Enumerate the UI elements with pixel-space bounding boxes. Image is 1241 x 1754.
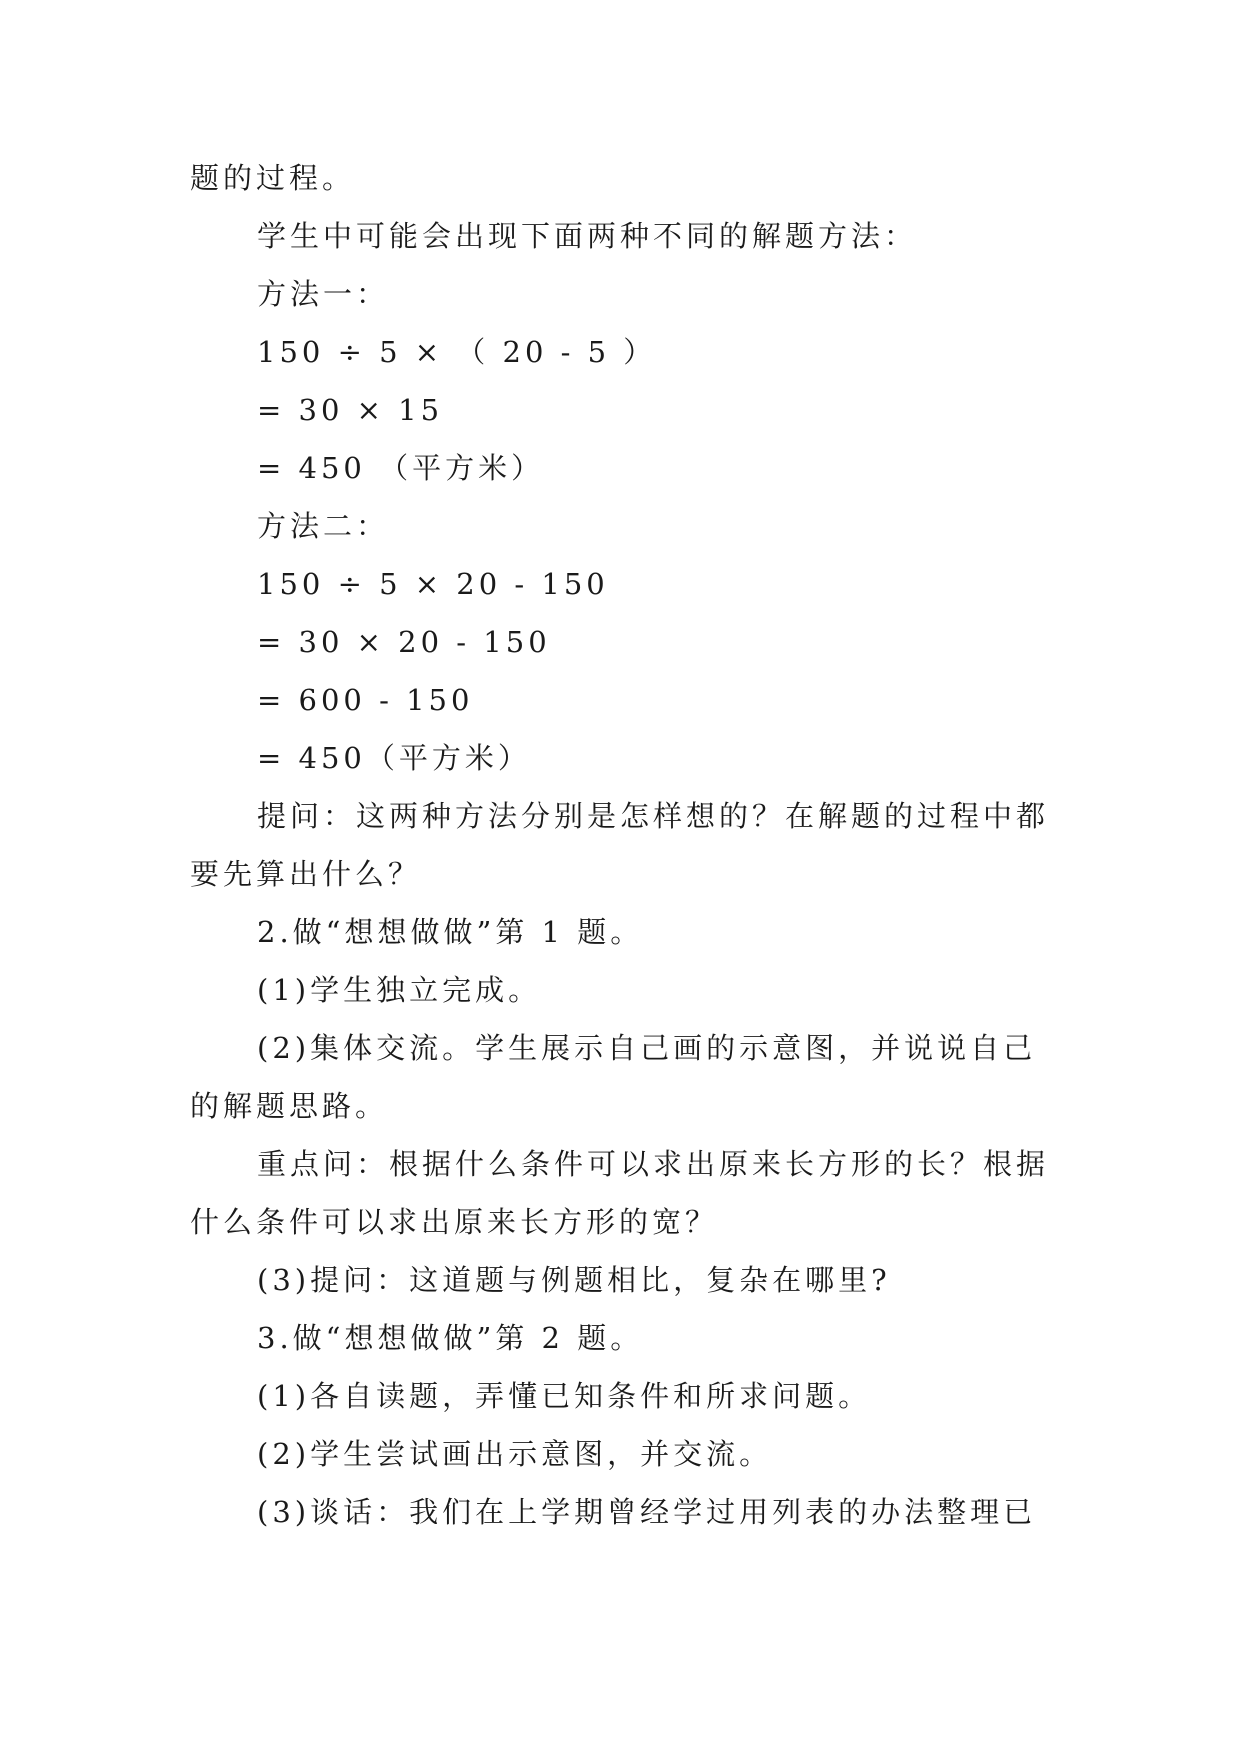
equation-line: = 450 （平方米） [257,451,545,485]
text-line: 2.做“想想做做”第 1 题。 [257,915,644,949]
text-line: (1)学生独立完成。 [257,973,542,1007]
equation-line: = 30 × 20 - 150 [257,625,551,659]
text-line: 的解题思路。 [190,1089,389,1123]
equation-line: = 600 - 150 [257,683,474,717]
text-line: (3)谈话：我们在上学期曾经学过用列表的办法整理已 [257,1495,1037,1529]
text-line: 提问：这两种方法分别是怎样想的？在解题的过程中都 [257,799,1050,833]
equation-line: = 450（平方米） [257,741,531,775]
text-line: 什么条件可以求出原来长方形的宽？ [190,1205,719,1239]
text-line: 题的过程。 [190,161,356,195]
text-line: (2)学生尝试画出示意图，并交流。 [257,1437,773,1471]
text-line: (2)集体交流。学生展示自己画的示意图，并说说自己 [257,1031,1037,1065]
text-line: 学生中可能会出现下面两种不同的解题方法： [257,219,918,253]
text-line: 方法二： [257,509,390,543]
text-line: 方法一： [257,277,390,311]
equation-line: 150 ÷ 5 × （ 20 - 5 ） [257,335,657,369]
text-line: (3)提问：这道题与例题相比，复杂在哪里? [257,1263,891,1297]
text-line: (1)各自读题，弄懂已知条件和所求问题。 [257,1379,872,1413]
equation-line: 150 ÷ 5 × 20 - 150 [257,567,609,601]
text-line: 重点问：根据什么条件可以求出原来长方形的长？根据 [257,1147,1050,1181]
text-line: 3.做“想想做做”第 2 题。 [257,1321,644,1355]
equation-line: = 30 × 15 [257,393,444,427]
text-line: 要先算出什么？ [190,857,422,891]
